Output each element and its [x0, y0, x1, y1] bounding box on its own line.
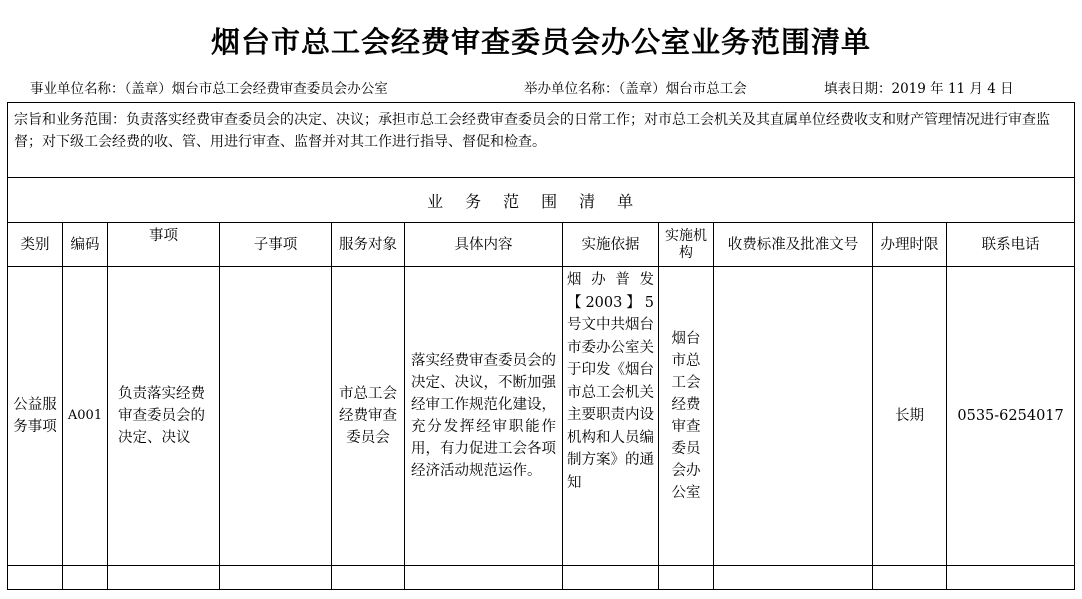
header-basis: 实施依据: [563, 223, 659, 267]
empty-cell: [947, 566, 1075, 590]
host-unit-label: 举办单位名称：: [524, 81, 619, 97]
header-target: 服务对象: [332, 223, 405, 267]
row-phone: 0535-6254017: [947, 267, 1075, 566]
list-title: 业务范围清单: [8, 178, 1075, 223]
fill-date-field: [824, 80, 1014, 98]
header-time-limit: 办理时限: [873, 223, 947, 267]
row-item: 负责落实经费审查委员会的决定、决议: [108, 267, 220, 566]
scope-description: 宗旨和业务范围：负责落实经费审查委员会的决定、决议；承担市总工会经费审查委员会的日常工作；对市总工会机关及其直属单位经费收支和财产管理情况进行审查监督；对下级工会经费的收、管、用进行审查、监督并对其工作进行指导、督促和检查。: [8, 103, 1075, 178]
header-category: 类别: [8, 223, 63, 267]
row-fee: [714, 267, 873, 566]
empty-cell: [405, 566, 563, 590]
row-basis: 烟办普发【2003】5号文中共烟台市委办公室关于印发《烟台市总工会机关主要职责内设机构和人员编制方案》的通知: [563, 267, 659, 566]
row-category: 公益服务事项: [8, 267, 63, 566]
empty-cell: [332, 566, 405, 590]
empty-row: [8, 566, 1075, 590]
page-title: 烟台市总工会经费审查委员会办公室业务范围清单: [210, 25, 871, 59]
header-item: 事项: [108, 223, 220, 267]
business-scope-table: [7, 102, 1075, 590]
header-fee: 收费标准及批准文号: [714, 223, 873, 267]
table-row: [8, 267, 1075, 566]
empty-cell: [659, 566, 714, 590]
host-unit-field: [524, 80, 747, 98]
fill-date-value: 2019 年 11 月 4 日: [891, 81, 1014, 97]
empty-cell: [108, 566, 220, 590]
header-sub-item: 子事项: [220, 223, 332, 267]
row-target: 市总工会经费审查委员会: [332, 267, 405, 566]
row-sub-item: [220, 267, 332, 566]
unit-name-label: 事业单位名称：: [30, 81, 125, 97]
empty-cell: [714, 566, 873, 590]
header-org: 实施机构: [659, 223, 714, 267]
unit-name-field: [30, 80, 388, 98]
empty-cell: [63, 566, 108, 590]
host-unit-value: （盖章）烟台市总工会: [618, 81, 747, 97]
header-content: 具体内容: [405, 223, 563, 267]
empty-cell: [873, 566, 947, 590]
header-phone: 联系电话: [947, 223, 1075, 267]
row-code: A001: [63, 267, 108, 566]
empty-cell: [220, 566, 332, 590]
row-content: 落实经费审查委员会的决定、决议，不断加强经审工作规范化建设，充分发挥经审职能作用，有力促进工会各项经济活动规范运作。: [405, 267, 563, 566]
empty-cell: [8, 566, 63, 590]
fill-date-label: 填表日期：: [824, 81, 892, 97]
unit-name-value: （盖章）烟台市总工会经费审查委员会办公室: [124, 81, 388, 97]
empty-cell: [563, 566, 659, 590]
row-time-limit: 长期: [873, 267, 947, 566]
row-org: 烟台市总工会经费审查委员会办公室: [659, 267, 714, 566]
header-code: 编码: [63, 223, 108, 267]
